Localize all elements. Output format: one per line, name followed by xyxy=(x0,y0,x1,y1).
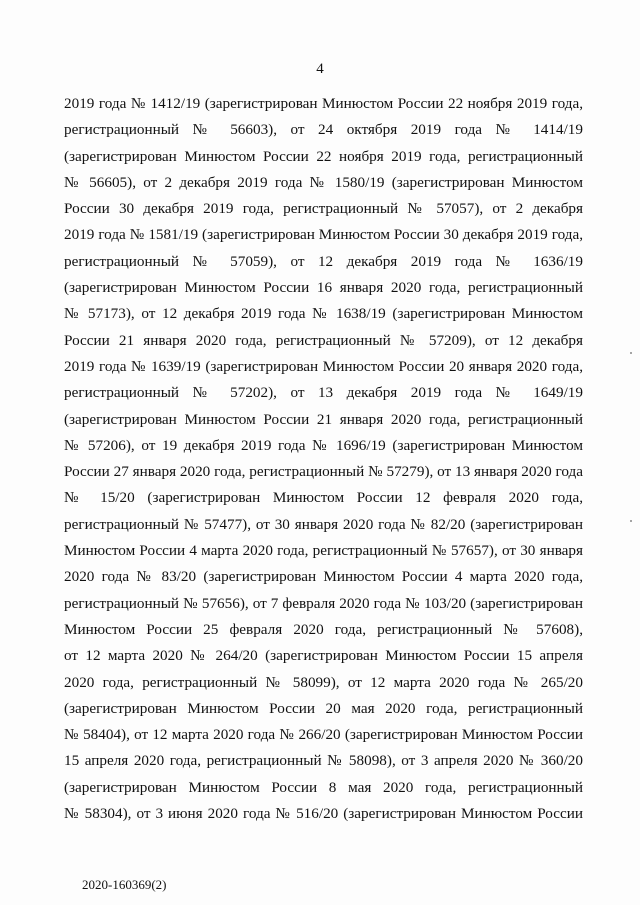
text-line: России 21 января 2020 года, регистрационный № 57209), от 12 декабря xyxy=(64,331,583,349)
text-line: № 57173), от 12 декабря 2019 года № 1638/19 (зарегистрирован Минюстом xyxy=(64,305,583,323)
text-line: 2019 года № 1581/19 (зарегистрирован Минюстом России 30 декабря 2019 года, xyxy=(64,226,583,244)
text-line: 2020 года № 83/20 (зарегистрирован Минюстом России 4 марта 2020 года, xyxy=(64,568,583,586)
document-code: 2020-160369(2) xyxy=(82,877,167,892)
text-line: (зарегистрирован Минюстом России 21 января 2020 года, регистрационный xyxy=(64,410,583,428)
text-line: (зарегистрирован Минюстом России 22 ноября 2019 года, регистрационный xyxy=(64,147,583,165)
text-line: регистрационный № 57202), от 13 декабря 2019 года № 1649/19 xyxy=(64,384,583,402)
text-line: 15 апреля 2020 года, регистрационный № 58098), от 3 апреля 2020 № 360/20 xyxy=(64,752,583,770)
text-line: от 12 марта 2020 № 264/20 (зарегистрирован Минюстом России 15 апреля xyxy=(64,647,583,665)
text-line: регистрационный № 56603), от 24 октября 2019 года № 1414/19 xyxy=(64,121,583,139)
text-line: России 27 января 2020 года, регистрационный № 57279), от 13 января 2020 года xyxy=(64,463,583,481)
text-line: № 57206), от 19 декабря 2019 года № 1696/19 (зарегистрирован Минюстом xyxy=(64,436,583,454)
scan-speck xyxy=(630,352,632,354)
text-line: регистрационный № 57059), от 12 декабря 2019 года № 1636/19 xyxy=(64,252,583,270)
text-line: (зарегистрирован Минюстом России 8 мая 2020 года, регистрационный xyxy=(64,778,583,796)
text-line: № 56605), от 2 декабря 2019 года № 1580/19 (зарегистрирован Минюстом xyxy=(64,173,583,191)
text-line: № 15/20 (зарегистрирован Минюстом России 12 февраля 2020 года, xyxy=(64,489,583,507)
page-number: 4 xyxy=(316,61,324,77)
body-text xyxy=(64,91,583,827)
text-line: регистрационный № 57656), от 7 февраля 2020 года № 103/20 (зарегистрирован xyxy=(64,594,583,612)
text-line: регистрационный № 57477), от 30 января 2020 года № 82/20 (зарегистрирован xyxy=(64,515,583,533)
text-line: Минюстом России 4 марта 2020 года, регистрационный № 57657), от 30 января xyxy=(64,542,583,560)
text-line: (зарегистрирован Минюстом России 20 мая 2020 года, регистрационный xyxy=(64,699,583,717)
text-line: 2020 года, регистрационный № 58099), от 12 марта 2020 года № 265/20 xyxy=(64,673,583,691)
text-line: 2019 года № 1412/19 (зарегистрирован Минюстом России 22 ноября 2019 года, xyxy=(64,95,583,112)
text-line: (зарегистрирован Минюстом России 16 января 2020 года, регистрационный xyxy=(64,279,583,297)
text-line: Минюстом России 25 февраля 2020 года, регистрационный № 57608), xyxy=(64,620,583,638)
text-line: России 30 декабря 2019 года, регистрационный № 57057), от 2 декабря xyxy=(64,200,583,218)
text-line: № 58404), от 12 марта 2020 года № 266/20 (зарегистрирован Минюстом России xyxy=(64,726,583,744)
text-line: 2019 года № 1639/19 (зарегистрирован Минюстом России 20 января 2020 года, xyxy=(64,357,583,375)
text-line: № 58304), от 3 июня 2020 года № 516/20 (зарегистрирован Минюстом России xyxy=(64,805,583,823)
scan-speck xyxy=(630,520,632,522)
